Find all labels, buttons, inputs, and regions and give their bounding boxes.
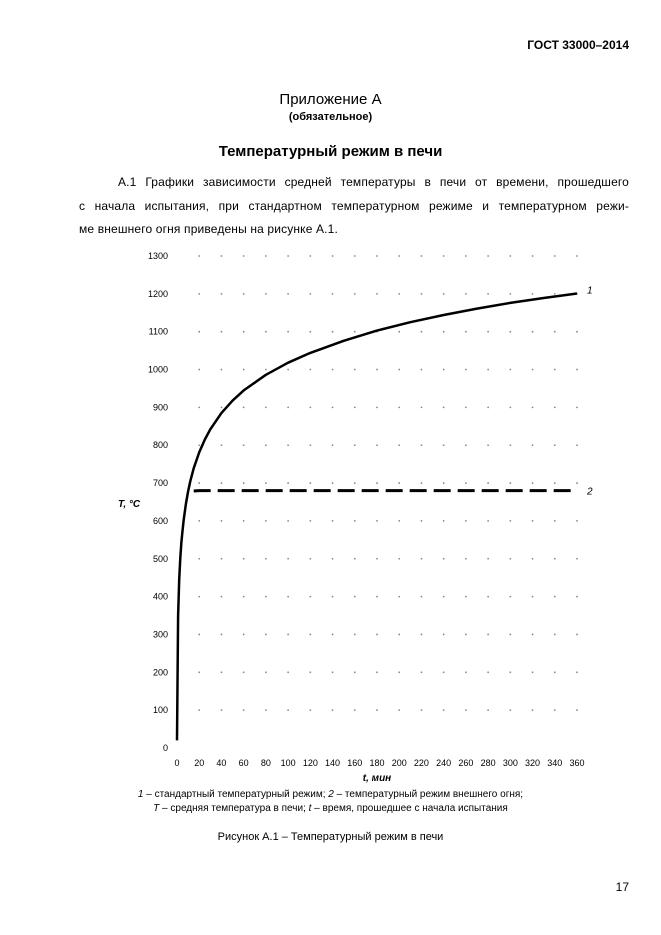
grid-dot: [309, 634, 311, 636]
grid-dot: [332, 671, 334, 673]
x-tick-label: 120: [302, 758, 318, 768]
grid-dot: [509, 709, 511, 711]
grid-dot: [443, 558, 445, 560]
grid-dot: [576, 444, 578, 446]
grid-dot: [509, 482, 511, 484]
grid-dot: [376, 369, 378, 371]
grid-dot: [465, 709, 467, 711]
grid-dot: [287, 406, 289, 408]
grid-dot: [309, 482, 311, 484]
grid-dot: [398, 369, 400, 371]
grid-dot: [221, 709, 223, 711]
grid-dot: [532, 406, 534, 408]
grid-dot: [576, 331, 578, 333]
section-title: Температурный режим в печи: [218, 143, 443, 160]
grid-dot: [554, 671, 556, 673]
grid-dot: [398, 406, 400, 408]
grid-dot: [509, 255, 511, 257]
figure-caption: Рисунок А.1 – Температурный режим в печи: [217, 831, 444, 843]
grid-dot: [554, 634, 556, 636]
x-tick-label: 300: [502, 758, 518, 768]
grid-dot: [398, 444, 400, 446]
grid-dot: [398, 331, 400, 333]
grid-dot: [243, 596, 245, 598]
grid-dot: [243, 369, 245, 371]
grid-dot: [287, 558, 289, 560]
grid-dot: [332, 634, 334, 636]
grid-dot: [265, 634, 267, 636]
grid-dot: [465, 369, 467, 371]
grid-dot: [421, 406, 423, 408]
grid-dot: [198, 596, 200, 598]
grid-dot: [243, 293, 245, 295]
grid-dot: [443, 482, 445, 484]
x-tick-label: 20: [194, 758, 205, 768]
grid-dot: [421, 482, 423, 484]
y-tick-label: 400: [152, 591, 168, 602]
grid-dot: [332, 255, 334, 257]
grid-dot: [265, 293, 267, 295]
grid-dot: [198, 558, 200, 560]
grid-dot: [243, 331, 245, 333]
grid-dot: [465, 671, 467, 673]
x-tick-label: 40: [216, 758, 227, 768]
grid-dot: [309, 671, 311, 673]
grid-dot: [487, 369, 489, 371]
grid-dot: [554, 596, 556, 598]
grid-dot: [354, 709, 356, 711]
grid-dot: [487, 482, 489, 484]
grid-dot: [376, 406, 378, 408]
grid-dot: [332, 293, 334, 295]
grid-dot: [421, 671, 423, 673]
grid-dot: [421, 369, 423, 371]
grid-dot: [309, 293, 311, 295]
grid-dot: [465, 596, 467, 598]
grid-dot: [354, 482, 356, 484]
x-tick-label: 80: [260, 758, 271, 768]
grid-dot: [487, 596, 489, 598]
grid-dot: [221, 444, 223, 446]
grid-dot: [465, 520, 467, 522]
grid-dot: [532, 596, 534, 598]
grid-dot: [398, 596, 400, 598]
grid-dot: [221, 369, 223, 371]
appendix-subtitle: (обязательное): [288, 111, 373, 123]
y-axis-label: T, °C: [118, 499, 141, 510]
y-tick-label: 200: [152, 667, 168, 678]
paragraph-line-3: ме внешнего огня приведены на рисунке А.1.: [79, 222, 338, 236]
grid-dot: [532, 520, 534, 522]
grid-dot: [265, 596, 267, 598]
grid-dot: [309, 596, 311, 598]
grid-dot: [243, 482, 245, 484]
grid-dot: [443, 255, 445, 257]
grid-dot: [532, 634, 534, 636]
grid-dot: [576, 558, 578, 560]
grid-dot: [332, 369, 334, 371]
grid-dot: [443, 444, 445, 446]
grid-dot: [443, 293, 445, 295]
grid-dot: [287, 596, 289, 598]
grid-dot: [443, 369, 445, 371]
legend-line-1: 1 – стандартный температурный режим; 2 – температурный режим внешнего огня;: [137, 789, 524, 800]
grid-dot: [198, 671, 200, 673]
grid-dot: [287, 331, 289, 333]
grid-dot: [198, 709, 200, 711]
grid-dot: [487, 634, 489, 636]
grid-dot: [554, 331, 556, 333]
grid-dot: [509, 558, 511, 560]
grid-dot: [443, 331, 445, 333]
grid-dot: [354, 293, 356, 295]
grid-dot: [265, 331, 267, 333]
grid-dot: [376, 482, 378, 484]
grid-dot: [354, 520, 356, 522]
grid-dot: [221, 331, 223, 333]
x-tick-label: 240: [436, 758, 452, 768]
grid-dot: [309, 558, 311, 560]
grid-dot: [332, 520, 334, 522]
grid-dot: [465, 406, 467, 408]
grid-dot: [532, 671, 534, 673]
grid-dot: [443, 596, 445, 598]
x-tick-label: 320: [525, 758, 541, 768]
grid-dot: [576, 671, 578, 673]
grid-dot: [221, 634, 223, 636]
grid-dot: [332, 558, 334, 560]
grid-dot: [398, 634, 400, 636]
y-tick-label: 100: [152, 705, 168, 716]
grid-dot: [376, 671, 378, 673]
grid-dot: [509, 444, 511, 446]
grid-dot: [265, 482, 267, 484]
grid-dot: [198, 406, 200, 408]
x-tick-label: 100: [280, 758, 296, 768]
grid-dot: [265, 444, 267, 446]
grid-dot: [376, 444, 378, 446]
grid-dot: [309, 406, 311, 408]
grid-dot: [309, 369, 311, 371]
x-tick-label: 260: [458, 758, 474, 768]
grid-dot: [376, 634, 378, 636]
grid-dot: [221, 558, 223, 560]
grid-dot: [198, 444, 200, 446]
grid-dot: [398, 255, 400, 257]
grid-dot: [443, 634, 445, 636]
grid-dot: [287, 482, 289, 484]
grid-dot: [509, 671, 511, 673]
grid-dot: [265, 369, 267, 371]
grid-dot: [221, 671, 223, 673]
grid-dot: [509, 293, 511, 295]
grid-dot: [243, 671, 245, 673]
grid-dot: [487, 406, 489, 408]
series-lines: [177, 294, 577, 741]
grid-dot: [554, 520, 556, 522]
y-tick-label: 600: [152, 515, 168, 526]
grid-dot: [198, 293, 200, 295]
grid-dot: [532, 331, 534, 333]
grid-dot: [443, 671, 445, 673]
grid-dot: [265, 255, 267, 257]
grid-dot: [354, 331, 356, 333]
grid-dot: [554, 369, 556, 371]
series-labels: [586, 285, 593, 497]
grid-dot: [243, 255, 245, 257]
grid-dot: [443, 709, 445, 711]
grid-dot: [465, 558, 467, 560]
grid-dot: [221, 520, 223, 522]
grid-dot: [309, 255, 311, 257]
grid-dot: [198, 255, 200, 257]
appendix-title: Приложение А: [279, 91, 382, 108]
x-tick-label: 160: [347, 758, 363, 768]
grid-dot: [576, 369, 578, 371]
grid-dot: [287, 671, 289, 673]
grid-dot: [287, 293, 289, 295]
document-id: ГОСТ 33000–2014: [527, 38, 629, 52]
grid-dot: [287, 255, 289, 257]
grid-dot: [309, 709, 311, 711]
x-tick-label: 180: [369, 758, 385, 768]
legend-line-2: T – средняя температура в печи; t – время, прошедшее с начала испытания: [153, 803, 508, 814]
grid-dot: [554, 709, 556, 711]
grid-dot: [398, 482, 400, 484]
grid-dot: [243, 558, 245, 560]
grid-dot: [443, 406, 445, 408]
grid-dot: [398, 709, 400, 711]
grid-dot: [576, 406, 578, 408]
grid-dot: [532, 444, 534, 446]
grid-dot: [243, 634, 245, 636]
grid-dot: [332, 406, 334, 408]
grid-dot: [265, 671, 267, 673]
grid-dot: [243, 709, 245, 711]
grid-dot: [354, 634, 356, 636]
grid-dot: [243, 444, 245, 446]
y-tick-label: 1200: [147, 288, 168, 299]
y-tick-label: 800: [152, 440, 168, 451]
grid-dot: [309, 444, 311, 446]
x-tick-label: 0: [174, 758, 180, 768]
grid-dot: [487, 520, 489, 522]
grid-dot: [509, 369, 511, 371]
grid-dot: [576, 596, 578, 598]
grid-dot: [376, 558, 378, 560]
grid-dot: [332, 596, 334, 598]
grid-dot: [532, 482, 534, 484]
grid-dot: [198, 482, 200, 484]
y-tick-label: 500: [152, 553, 168, 564]
y-tick-label: 700: [152, 478, 168, 489]
grid-dot: [576, 482, 578, 484]
grid-dot: [198, 634, 200, 636]
grid-dot: [398, 558, 400, 560]
grid-dot: [487, 558, 489, 560]
grid-dot: [465, 634, 467, 636]
y-tick-label: 900: [152, 402, 168, 413]
grid-dot: [221, 482, 223, 484]
grid-dot: [376, 596, 378, 598]
y-tick-label: 300: [152, 629, 168, 640]
grid-dot: [421, 520, 423, 522]
grid-dot: [265, 520, 267, 522]
grid-dot: [421, 444, 423, 446]
y-tick-labels: [148, 251, 168, 753]
grid-dot: [376, 255, 378, 257]
grid-dot: [354, 671, 356, 673]
grid-dot: [332, 444, 334, 446]
y-tick-label: 0: [162, 743, 168, 753]
grid-dot: [354, 406, 356, 408]
grid-dot: [376, 293, 378, 295]
grid-dot: [221, 596, 223, 598]
paragraph-line-1: А.1 Графики зависимости средней температуры в печи от времени, прошедшего: [118, 175, 629, 189]
grid-dot: [421, 558, 423, 560]
x-tick-label: 140: [325, 758, 341, 768]
y-tick-label: 1100: [148, 326, 168, 337]
x-tick-label: 360: [569, 758, 585, 768]
grid-dot: [287, 520, 289, 522]
x-tick-label: 280: [480, 758, 496, 768]
grid-dot: [354, 444, 356, 446]
x-axis-label: t, мин: [362, 773, 392, 784]
grid-dot: [398, 293, 400, 295]
grid-dot: [532, 369, 534, 371]
grid-dot: [554, 406, 556, 408]
grid-dot: [465, 293, 467, 295]
grid-dot: [465, 331, 467, 333]
grid-dot: [443, 520, 445, 522]
grid-dot: [421, 331, 423, 333]
series-label-2: 2: [587, 486, 593, 498]
grid-dot: [243, 406, 245, 408]
grid-dot: [198, 331, 200, 333]
series-line-1: [177, 294, 577, 741]
grid-dot: [354, 558, 356, 560]
grid-dot: [576, 709, 578, 711]
grid-dot: [287, 709, 289, 711]
grid-dot: [509, 520, 511, 522]
grid-dot: [532, 293, 534, 295]
x-tick-label: 340: [547, 758, 563, 768]
grid-dot: [332, 482, 334, 484]
series-label-1: 1: [587, 285, 593, 297]
grid-dot: [354, 596, 356, 598]
paragraph-line-2: с начала испытания, при стандартном температурном режиме и температурном режи-: [79, 199, 629, 213]
grid-dot: [376, 709, 378, 711]
grid-dot: [532, 558, 534, 560]
grid-dot: [509, 634, 511, 636]
grid-dot: [287, 444, 289, 446]
grid-dot: [487, 671, 489, 673]
grid-dot: [354, 255, 356, 257]
grid-dot: [221, 255, 223, 257]
grid-dot: [398, 520, 400, 522]
grid-dot: [309, 520, 311, 522]
grid-dot: [332, 331, 334, 333]
grid-dot: [354, 369, 356, 371]
grid-dot: [376, 520, 378, 522]
grid-dot: [243, 520, 245, 522]
grid-dot: [221, 406, 223, 408]
grid-dot: [465, 482, 467, 484]
x-tick-label: 200: [391, 758, 407, 768]
grid-dot: [421, 596, 423, 598]
y-tick-label: 1000: [147, 364, 168, 375]
grid-dot: [487, 331, 489, 333]
grid-dot: [554, 482, 556, 484]
grid-dot: [309, 331, 311, 333]
grid-dot: [287, 634, 289, 636]
x-tick-labels: [174, 758, 584, 768]
grid-dot: [398, 671, 400, 673]
grid-dot: [265, 558, 267, 560]
grid-dot: [509, 331, 511, 333]
grid-dot: [554, 255, 556, 257]
grid-dot: [421, 255, 423, 257]
grid-dot: [509, 406, 511, 408]
grid-dot: [265, 709, 267, 711]
grid-dot: [532, 709, 534, 711]
grid-dot: [554, 293, 556, 295]
grid-dot: [554, 444, 556, 446]
grid-dot: [576, 520, 578, 522]
grid-dot: [421, 634, 423, 636]
grid-dot: [487, 255, 489, 257]
grid-dot: [576, 634, 578, 636]
grid-dot: [509, 596, 511, 598]
grid-dot: [487, 293, 489, 295]
grid-dot: [532, 255, 534, 257]
grid-dot: [221, 293, 223, 295]
grid-dot: [332, 709, 334, 711]
y-tick-label: 1300: [147, 251, 168, 261]
grid-dot: [487, 709, 489, 711]
grid-dot: [287, 369, 289, 371]
grid-dot: [198, 369, 200, 371]
chart-grid: [198, 255, 578, 711]
grid-dot: [465, 444, 467, 446]
grid-dot: [576, 255, 578, 257]
grid-dot: [487, 444, 489, 446]
grid-dot: [554, 558, 556, 560]
page-number: 17: [615, 880, 629, 894]
x-tick-label: 60: [238, 758, 249, 768]
grid-dot: [265, 406, 267, 408]
grid-dot: [421, 709, 423, 711]
x-tick-label: 220: [413, 758, 429, 768]
grid-dot: [421, 293, 423, 295]
grid-dot: [198, 520, 200, 522]
grid-dot: [465, 255, 467, 257]
